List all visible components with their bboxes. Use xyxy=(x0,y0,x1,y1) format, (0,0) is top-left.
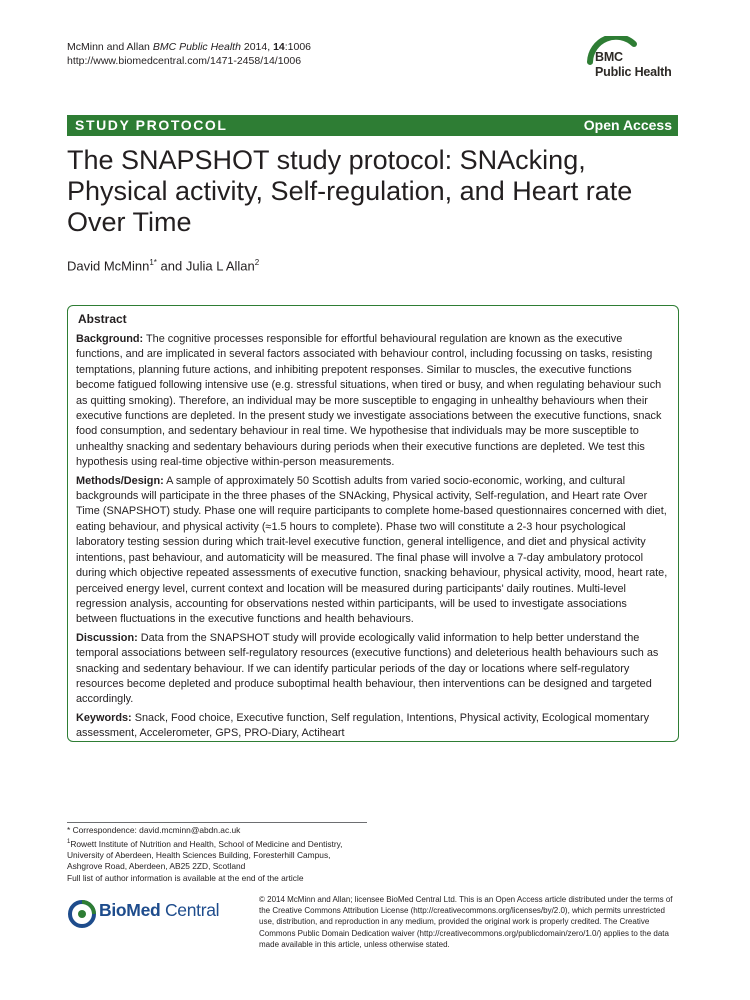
correspondence-label: * Correspondence: xyxy=(67,825,140,835)
section-text: Data from the SNAPSHOT study will provide ecologically valid information to help better understand the temporal associations between self-regulatory resources (executive functions) and deleterious health behaviours such as snacking and sedentary behaviour. If we can identify particular periods of the day or locations where self-regulatory resources become depleted and produce suboptimal health behaviour, then interventions can be designed and targeted accordingly. xyxy=(76,631,659,706)
section-label: Keywords: xyxy=(76,711,132,724)
correspondence-email[interactable]: david.mcminn@abdn.ac.uk xyxy=(139,825,241,835)
full-author-info-note: Full list of author information is available at the end of the article xyxy=(67,872,304,883)
author-affiliation-marker: 2 xyxy=(254,258,260,267)
author-name: David McMinn xyxy=(67,258,150,274)
citation-authors: McMinn and Allan xyxy=(67,41,150,53)
journal-logo-line2: Public Health xyxy=(595,65,672,79)
affiliation-line xyxy=(67,837,397,850)
author-list xyxy=(67,258,259,273)
abstract-keywords xyxy=(76,711,670,742)
journal-logo xyxy=(582,36,692,94)
citation-line xyxy=(67,40,311,54)
section-label: Background: xyxy=(76,333,144,345)
citation-year: 2014, xyxy=(243,41,274,53)
correspondence-line xyxy=(67,825,397,837)
author-connector: and xyxy=(156,258,186,274)
abstract-box xyxy=(67,305,679,742)
affiliation-marker: 1 xyxy=(67,838,71,845)
publisher-name-normal: Central xyxy=(160,900,220,920)
citation-volume: 14 xyxy=(273,41,285,53)
abstract-discussion xyxy=(76,631,670,708)
footnote-divider xyxy=(67,822,367,823)
author-affiliation-marker: 1* xyxy=(149,258,157,267)
section-text: Snack, Food choice, Executive function, Self regulation, Intentions, Physical activity, Ecological momentary assessment, Accelerometer, GPS, PRO-Diary, Actiheart xyxy=(76,711,650,740)
section-label: Methods/Design: xyxy=(76,474,164,487)
affiliation-line: Ashgrove Road, Aberdeen, AB25 2ZD, Scotland xyxy=(67,861,246,872)
article-title: The SNAPSHOT study protocol: SNAcking, Physical activity, Self-regulation, and Heart rate Over Time xyxy=(67,145,633,237)
biomed-central-icon xyxy=(67,899,97,929)
license-text: © 2014 McMinn and Allan; licensee BioMed Central Ltd. This is an Open Access article distributed under the terms of the Creative Commons Attribution License (http://creativecommons.org/licenses/by/2.0), which permits unrestricted use, distribution, and reproduction in any medium, provided the original work is properly credited. The Creative Commons Public Domain Dedication waiver (http://creativecommons.org/publicdomain/zero/1.0/) applies to the data made available in this article, unless otherwise stated. xyxy=(259,895,673,949)
abstract-methods xyxy=(76,474,670,628)
abstract-background xyxy=(76,332,670,471)
article-type-banner xyxy=(67,115,678,136)
section-text: A sample of approximately 50 Scottish adults from varied socio-economic, working, and cultural backgrounds will participate in the three phases of the SNAcking, Physical activity, Self-regulation, and Heart rate Over Time (SNAPSHOT) study. Phase one will require participants to complete home-based questionnaires concerned with diet, eating behaviour, and physical activity (≈1.5 hours to complete). Phase two will constitute a 2-3 hour psychological laboratory testing session during which trait-level executive function, general intelligence, and diet and physical activity intentions, past behaviour, and automaticity will be measured. The final phase will involve a 7-day ambulatory protocol during which objective repeated assessments of executive function, snacking behaviour, physical activity, mood, heart rate, perceived energy level, current context and location will be measured during participants' daily routines. Multi-level regression analysis, accounting for observations nested within participants, will be used to investigate associations between fluctuations in the executive functions and health behaviours. xyxy=(76,474,668,626)
section-label: Discussion: xyxy=(76,631,138,644)
journal-logo-line1: BMC xyxy=(595,50,623,64)
abstract-heading: Abstract xyxy=(78,312,127,326)
article-type-label: STUDY PROTOCOL xyxy=(75,117,228,133)
open-access-label: Open Access xyxy=(583,117,672,133)
author-name: Julia L Allan xyxy=(185,258,255,274)
footnotes xyxy=(67,825,397,884)
affiliation-text: Rowett Institute of Nutrition and Health, School of Medicine and Dentistry, xyxy=(70,838,343,849)
publisher-name-bold: BioMed xyxy=(99,900,161,920)
publisher-name xyxy=(99,900,219,921)
citation-article: :1006 xyxy=(284,41,312,53)
citation-url[interactable]: http://www.biomedcentral.com/1471-2458/14/1006 xyxy=(67,55,302,67)
section-text: The cognitive processes responsible for effortful behavioural regulation are known as the executive functions, and are implicated in several factors associated with behaviour control, including focussing on tasks, resisting temptations, planning future actions, and inhibiting prepotent responses. Similar to muscles, the executive functions become fatigued following intensive use (e.g. stressful situations, when tired or busy, and when regulating behaviour such as quitting smoking). Therefore, an individual may be more susceptible to engaging in unhealthy behaviours when their executive functions are depleted. In the present study we investigate associations between the executive functions, snack food consumption, and sedentary behaviour in real time. We hypothesise that individuals may be more susceptible to unhealthy snacking and sedentary behaviours during periods when their executive functions are depleted. We test this hypothesis using real-time objective within-person measurements. xyxy=(76,333,662,469)
citation-header xyxy=(67,40,311,68)
journal-logo-text xyxy=(595,50,672,80)
citation-journal: BMC Public Health xyxy=(152,41,241,53)
publisher-logo xyxy=(67,897,227,931)
affiliation-line: University of Aberdeen, Health Sciences Building, Foresterhill Campus, xyxy=(67,849,331,860)
